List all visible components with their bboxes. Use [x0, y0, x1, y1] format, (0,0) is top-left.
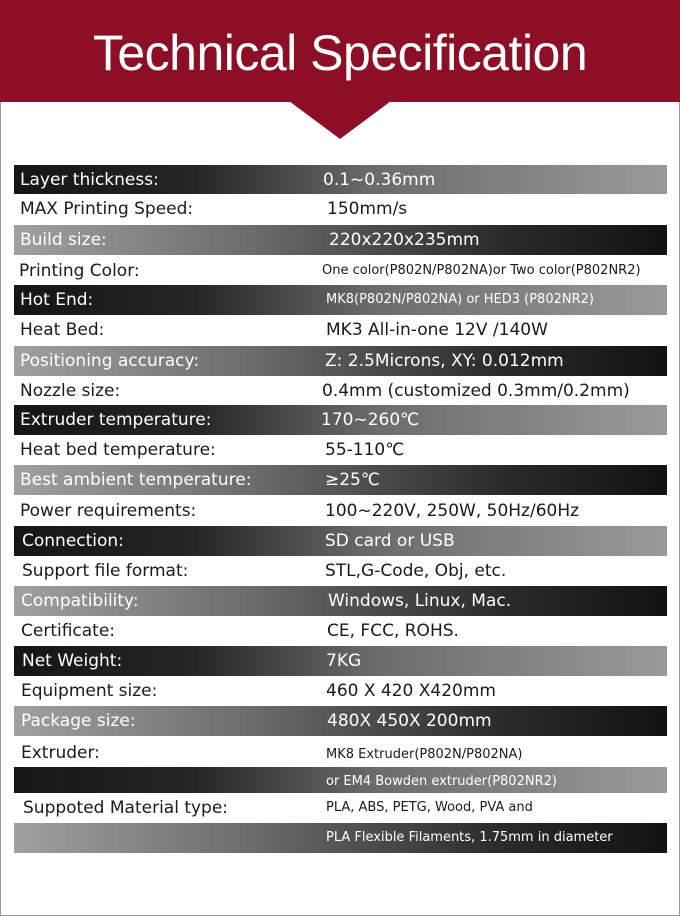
- spec-row-compatibility: [14, 586, 667, 616]
- spec-label: Equipment size:: [21, 681, 158, 701]
- spec-value: 480X 450X 200mm: [327, 711, 492, 731]
- spec-value: CE, FCC, ROHS.: [327, 621, 459, 641]
- spec-row-package-size: [14, 706, 667, 736]
- spec-label: Connection:: [22, 531, 124, 551]
- spec-value: 150mm/s: [327, 199, 408, 219]
- spec-label: Layer thickness:: [20, 170, 159, 190]
- spec-value: 0.4mm (customized 0.3mm/0.2mm): [322, 381, 630, 401]
- spec-row-positioning-accuracy: [14, 346, 667, 376]
- spec-value: One color(P802N/P802NA)or Two color(P802NR2): [322, 263, 641, 278]
- spec-row-layer-thickness: [14, 165, 667, 195]
- spec-value: 0.1~0.36mm: [323, 170, 436, 190]
- spec-label: Build size:: [20, 230, 107, 250]
- spec-value: ≥25℃: [325, 470, 380, 490]
- spec-row-heat-bed-temperature: [14, 435, 667, 465]
- spec-row-heat-bed: [14, 315, 667, 345]
- spec-row-max-printing-speed: [14, 194, 667, 224]
- spec-value: MK3 All-in-one 12V /140W: [326, 320, 548, 340]
- spec-label: Compatibility:: [21, 591, 139, 611]
- spec-label: Extruder:: [21, 743, 100, 763]
- spec-row-extruder-temperature: [14, 405, 667, 435]
- spec-value: STL,G-Code, Obj, etc.: [325, 561, 507, 581]
- spec-row-nozzle-size: [14, 376, 667, 406]
- spec-row-equipment-size: [14, 676, 667, 706]
- spec-value: Windows, Linux, Mac.: [328, 591, 512, 611]
- spec-label: MAX Printing Speed:: [20, 199, 194, 219]
- spec-row-hot-end: [14, 285, 667, 315]
- spec-value: MK8 Extruder(P802N/P802NA): [326, 747, 523, 762]
- spec-row-extruder: [14, 738, 667, 768]
- spec-row-support-file-format: [14, 556, 667, 586]
- spec-row-certificate: [14, 616, 667, 646]
- spec-label: Positioning accuracy:: [20, 351, 200, 371]
- spec-label: Suppoted Material type:: [23, 798, 229, 818]
- spec-row-build-size: [14, 225, 667, 255]
- spec-row-power-requirements: [14, 496, 667, 526]
- spec-value: 170~260℃: [321, 410, 420, 430]
- spec-value: or EM4 Bowden extruder(P802NR2): [326, 774, 557, 789]
- spec-value: Z: 2.5Microns, XY: 0.012mm: [325, 351, 564, 371]
- spec-value: PLA, ABS, PETG, Wood, PVA and: [326, 800, 533, 815]
- spec-value: 220x220x235mm: [329, 230, 480, 250]
- spec-row-supported-material-continued: [14, 823, 667, 853]
- spec-label: Nozzle size:: [20, 381, 121, 401]
- spec-value: 460 X 420 X420mm: [326, 681, 496, 701]
- spec-label: Package size:: [21, 711, 136, 731]
- spec-label: Extruder temperature:: [20, 410, 212, 430]
- spec-label: Best ambient temperature:: [20, 470, 252, 490]
- spec-label: Heat Bed:: [20, 320, 105, 340]
- spec-row-net-weight: [14, 646, 667, 676]
- spec-row-supported-material-type: [14, 793, 667, 823]
- spec-row-connection: [14, 526, 667, 556]
- spec-value: 7KG: [326, 651, 362, 671]
- spec-row-printing-color: [14, 256, 667, 286]
- spec-label: Certificate:: [21, 621, 116, 641]
- spec-label: Hot End:: [20, 290, 94, 310]
- spec-value: 55-110℃: [325, 440, 405, 460]
- page-title: Technical Specification: [92, 25, 588, 81]
- spec-row-best-ambient-temperature: [14, 465, 667, 495]
- spec-value: PLA Flexible Filaments, 1.75mm in diameter: [326, 830, 613, 845]
- spec-label: Net Weight:: [22, 651, 123, 671]
- spec-label: Power requirements:: [20, 501, 197, 521]
- spec-label: Printing Color:: [19, 261, 140, 281]
- spec-label: Heat bed temperature:: [20, 440, 216, 460]
- spec-value: SD card or USB: [325, 531, 455, 551]
- spec-value: MK8(P802N/P802NA) or HED3 (P802NR2): [326, 292, 594, 307]
- spec-value: 100~220V, 250W, 50Hz/60Hz: [325, 501, 580, 521]
- banner-arrow: [289, 101, 391, 139]
- spec-label: Support file format:: [22, 561, 189, 581]
